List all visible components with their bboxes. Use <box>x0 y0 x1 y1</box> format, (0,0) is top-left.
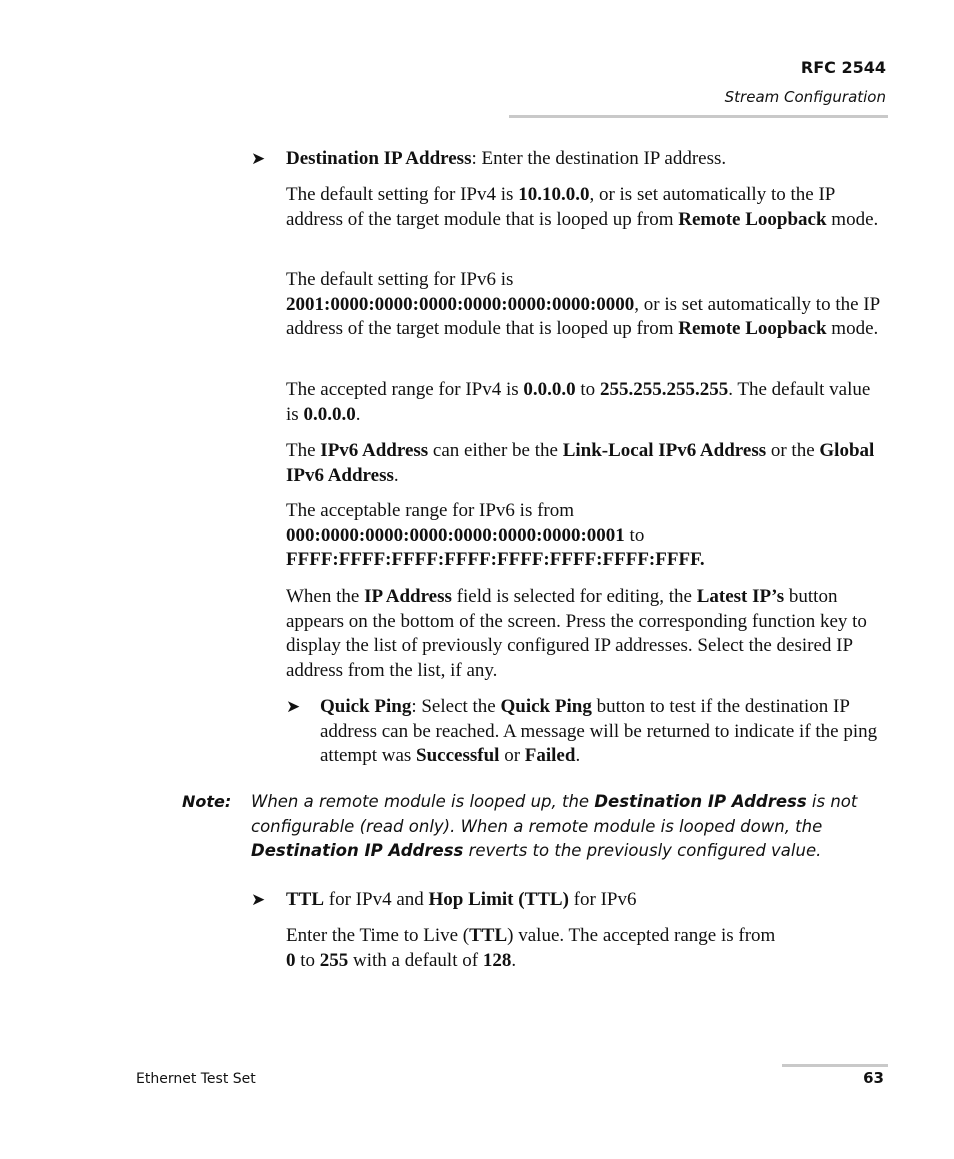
paragraph-ipv4-range: The accepted range for IPv4 is 0.0.0.0 to 255.255.255.255. The default value is 0.0.0.0. <box>286 379 871 425</box>
bullet-destination-ip: Destination IP Address: Enter the destination IP address. <box>286 148 727 169</box>
bullet-arrow-icon: ➤ <box>251 149 266 168</box>
header-rule <box>509 115 888 118</box>
paragraph-ipv6-address: The IPv6 Address can either be the Link-Local IPv6 Address or the Global IPv6 Address. <box>286 440 875 486</box>
section-subtitle: Stream Configuration <box>724 88 886 106</box>
paragraph-ipv6-default: The default setting for IPv6 is 2001:0000:0000:0000:0000:0000:0000:0000, or is set automatically to the IP address of the target module that is looped up from Remote Loopback mode. <box>286 269 880 340</box>
note-text: When a remote module is looped up, the Destination IP Address is not configurable (read only). When a remote module is looped down, the Destination IP Address reverts to the previously configured value. <box>251 792 858 861</box>
chapter-title: RFC 2544 <box>800 58 886 77</box>
bullet-arrow-icon: ➤ <box>251 890 266 909</box>
footer-product: Ethernet Test Set <box>136 1071 256 1087</box>
bullet-ttl: TTL for IPv4 and Hop Limit (TTL) for IPv6 <box>286 889 637 910</box>
page-number: 63 <box>863 1069 884 1087</box>
paragraph-ttl-range: Enter the Time to Live (TTL) value. The accepted range is from 0 to 255 with a default of 128. <box>286 925 776 971</box>
paragraph-ipv6-range: The acceptable range for IPv6 is from 000:0000:0000:0000:0000:0000:0000:0001 to FFFF:FFFF:FFFF:FFFF:FFFF:FFFF:FFFF:FFFF. <box>286 500 705 571</box>
term: Destination IP Address <box>286 148 472 169</box>
paragraph-ipv4-default: The default setting for IPv4 is 10.10.0.0, or is set automatically to the IP address of the target module that is looped up from Remote Loopback mode. <box>286 184 879 230</box>
note-label: Note: <box>182 792 232 811</box>
bullet-arrow-icon: ➤ <box>286 697 301 716</box>
paragraph-latest-ips: When the IP Address field is selected for editing, the Latest IP’s button appears on the bottom of the screen. Press the corresponding function key to display the list of previously configured IP addresses. Select the desired IP address from the list, if any. <box>286 586 867 682</box>
footer-rule <box>782 1064 888 1067</box>
bullet-quick-ping: Quick Ping: Select the Quick Ping button to test if the destination IP address can be reached. A message will be returned to indicate if the ping attempt was Successful or Failed. <box>320 696 878 767</box>
